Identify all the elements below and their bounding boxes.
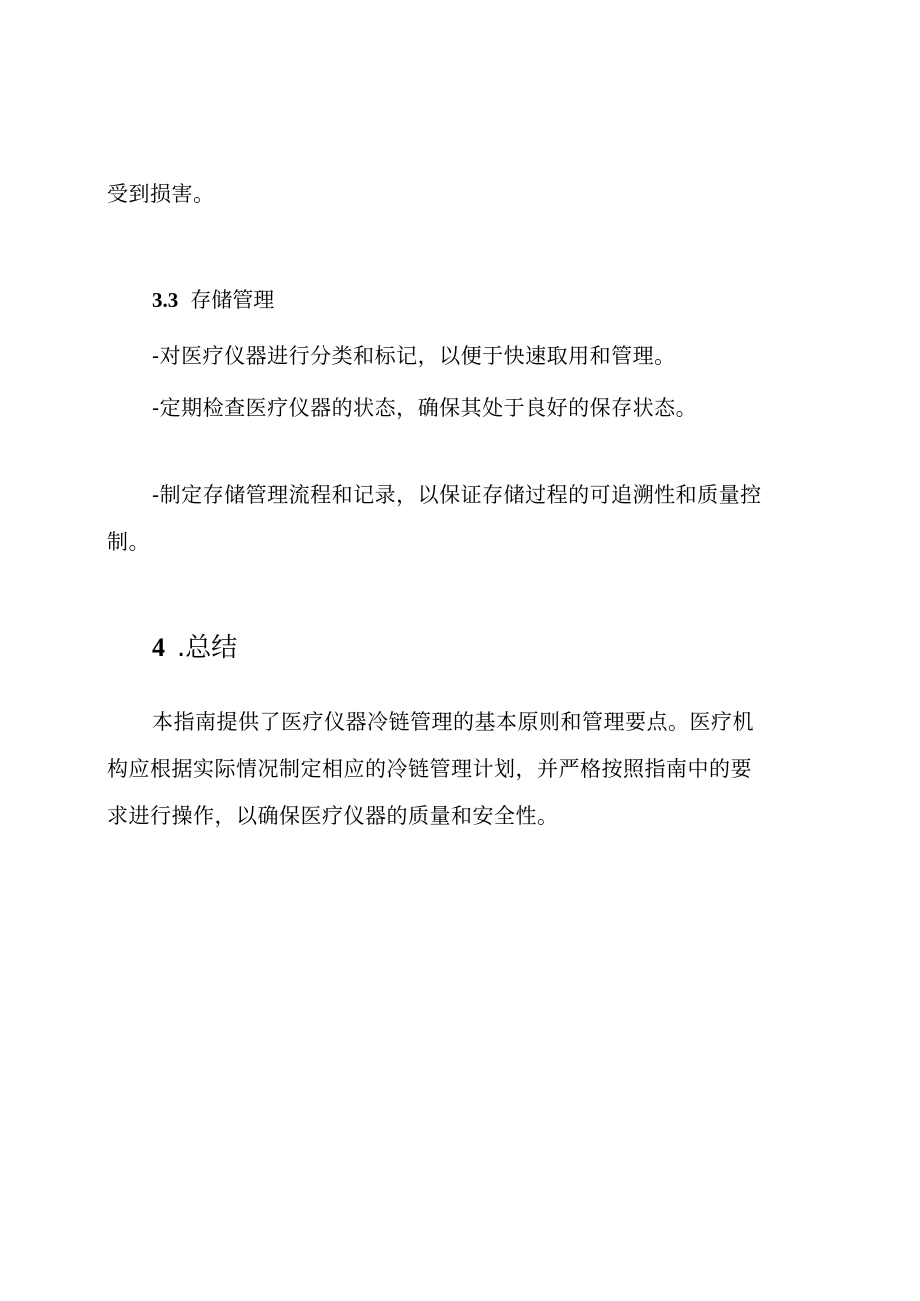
section-4-number: 4 — [152, 633, 165, 662]
summary-paragraph-line-1: 本指南提供了医疗仪器冷链管理的基本原则和管理要点。医疗机 — [152, 710, 754, 734]
continuation-text: 受到损害。 — [107, 182, 215, 206]
bullet-item: -对医疗仪器进行分类和标记，以便于快速取用和管理。 — [152, 344, 676, 368]
summary-paragraph-line-2: 构应根据实际情况制定相应的冷链管理计划，并严格按照指南中的要 — [107, 757, 752, 781]
section-3-3-number: 3.3 — [152, 288, 179, 312]
section-4-heading — [152, 632, 237, 664]
section-3-3-title: 存储管理 — [190, 288, 275, 312]
summary-paragraph-line-3: 求进行操作，以确保医疗仪器的质量和安全性。 — [107, 804, 559, 828]
bullet-item-line-1: -制定存储管理流程和记录，以保证存储过程的可追溯性和质量控 — [152, 483, 762, 507]
section-4-title: .总结 — [177, 633, 238, 663]
section-3-3-heading — [152, 286, 274, 314]
bullet-item: -定期检查医疗仪器的状态，确保其处于良好的保存状态。 — [152, 396, 698, 420]
bullet-item-line-2: 制。 — [107, 530, 150, 554]
